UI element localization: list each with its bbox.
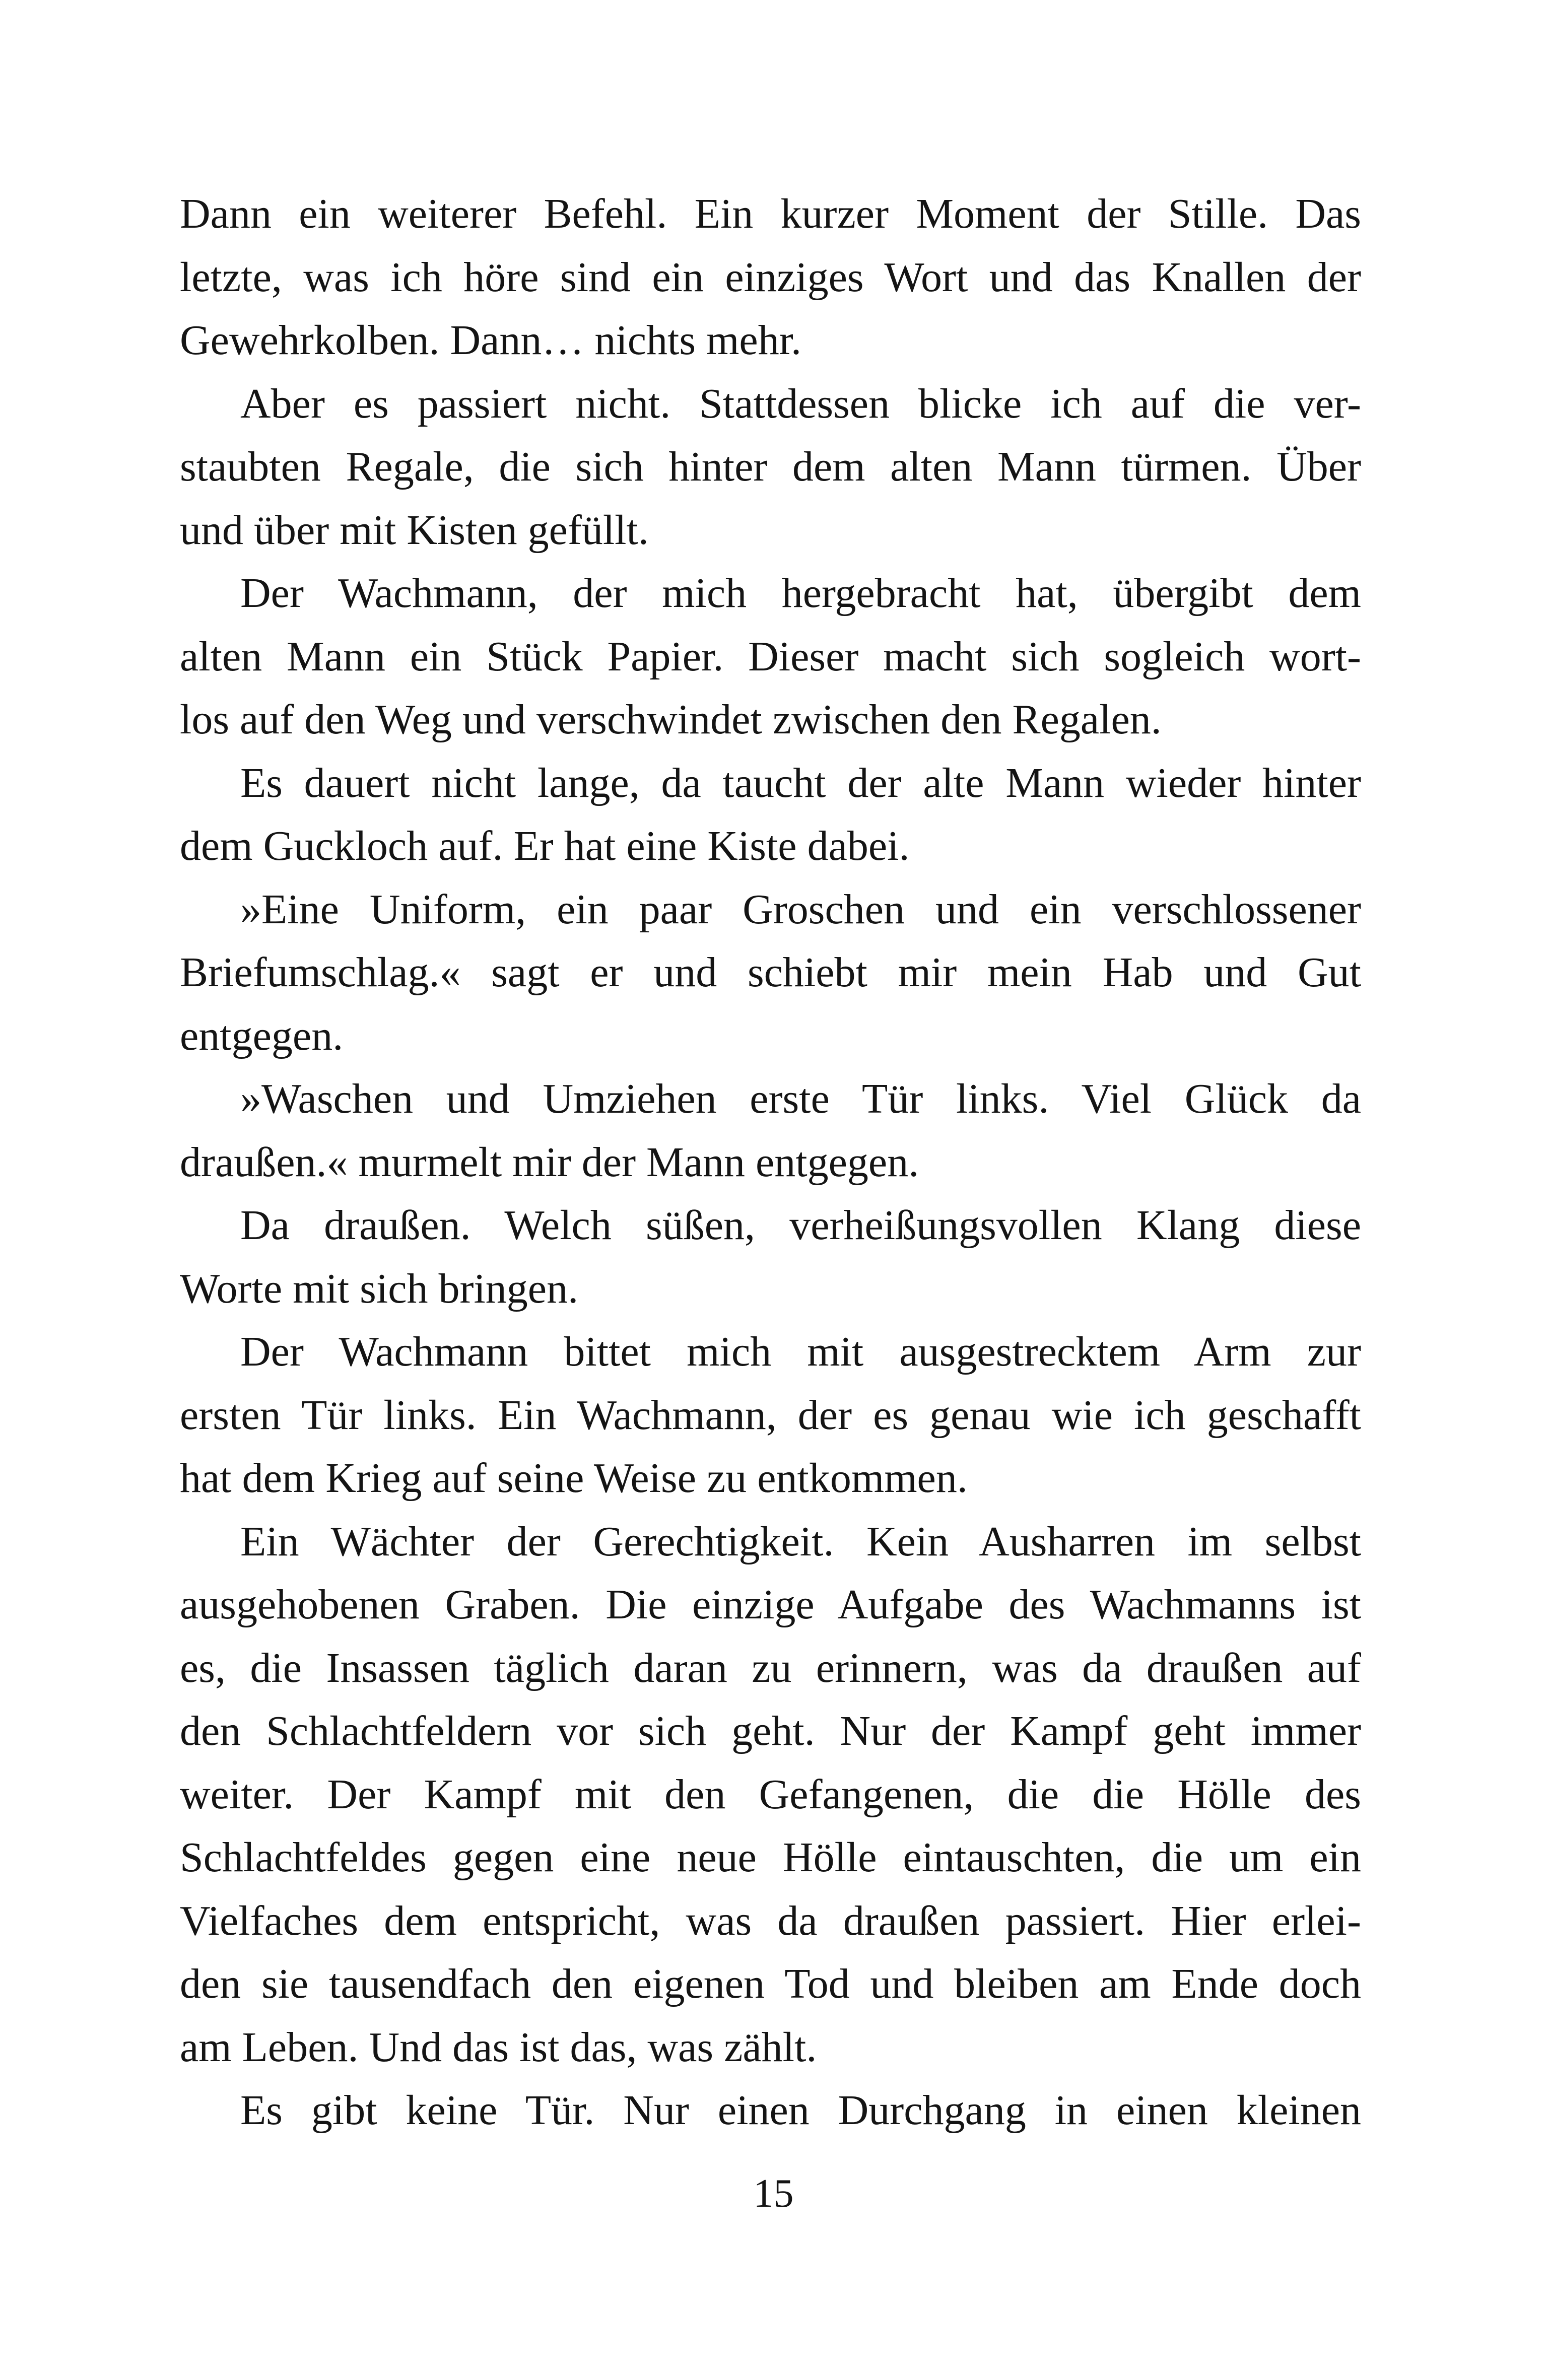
text-line: Der Wachmann, der mich hergebracht hat, übergibt dem: [240, 570, 1361, 617]
text-line: Aber es passiert nicht. Stattdessen blicke ich auf die ver-: [240, 380, 1361, 427]
text-line: letzte, was ich höre sind ein einziges Wort und das Knallen der: [180, 253, 1361, 301]
text-line: hat dem Krieg auf seine Weise zu entkommen.: [180, 1455, 968, 1502]
text-line: alten Mann ein Stück Papier. Dieser macht sich sogleich wort-: [180, 633, 1361, 680]
text-line: Worte mit sich bringen.: [180, 1265, 579, 1312]
text-line: draußen.« murmelt mir der Mann entgegen.: [180, 1138, 919, 1186]
text-line: ausgehobenen Graben. Die einzige Aufgabe des Wachmanns ist: [180, 1581, 1361, 1628]
text-line: weiter. Der Kampf mit den Gefangenen, die die Hölle des: [180, 1771, 1361, 1818]
text-line: den sie tausendfach den eigenen Tod und bleiben am Ende doch: [180, 1960, 1361, 2007]
text-line: Schlachtfeldes gegen eine neue Hölle eintauschten, die um ein: [180, 1834, 1361, 1881]
text-line: Ein Wächter der Gerechtigkeit. Kein Ausharren im selbst: [240, 1518, 1361, 1565]
text-line: Vielfaches dem entspricht, was da draußen passiert. Hier erlei-: [180, 1897, 1361, 1944]
text-line: Gewehrkolben. Dann… nichts mehr.: [180, 317, 802, 364]
text-line: »Eine Uniform, ein paar Groschen und ein verschlossener: [240, 886, 1361, 933]
text-line: staubten Regale, die sich hinter dem alten Mann türmen. Über: [180, 443, 1361, 490]
text-line: und über mit Kisten gefüllt.: [180, 506, 649, 554]
text-line: am Leben. Und das ist das, was zählt.: [180, 2023, 817, 2071]
text-line: entgegen.: [180, 1012, 344, 1059]
text-line: ersten Tür links. Ein Wachmann, der es genau wie ich geschafft: [180, 1391, 1361, 1439]
text-line: dem Guckloch auf. Er hat eine Kiste dabei.: [180, 823, 910, 869]
text-line: Es dauert nicht lange, da taucht der alte Mann wieder hinter: [240, 759, 1361, 806]
text-line: den Schlachtfeldern vor sich geht. Nur der Kampf geht immer: [180, 1708, 1361, 1754]
body-text: [180, 182, 1361, 2142]
text-line: Der Wachmann bittet mich mit ausgestrecktem Arm zur: [240, 1328, 1361, 1375]
text-line: es, die Insassen täglich daran zu erinnern, was da draußen auf: [180, 1644, 1361, 1691]
page-number: 15: [753, 2171, 794, 2216]
text-line: Dann ein weiterer Befehl. Ein kurzer Moment der Stille. Das: [180, 190, 1361, 237]
text-line: Da draußen. Welch süßen, verheißungsvollen Klang diese: [240, 1202, 1361, 1249]
text-line: Es gibt keine Tür. Nur einen Durchgang in einen kleinen: [240, 2087, 1361, 2134]
text-line: Briefumschlag.« sagt er und schiebt mir mein Hab und Gut: [180, 949, 1361, 996]
text-line: »Waschen und Umziehen erste Tür links. Viel Glück da: [240, 1075, 1361, 1122]
text-line: los auf den Weg und verschwindet zwischen den Regalen.: [180, 696, 1162, 743]
